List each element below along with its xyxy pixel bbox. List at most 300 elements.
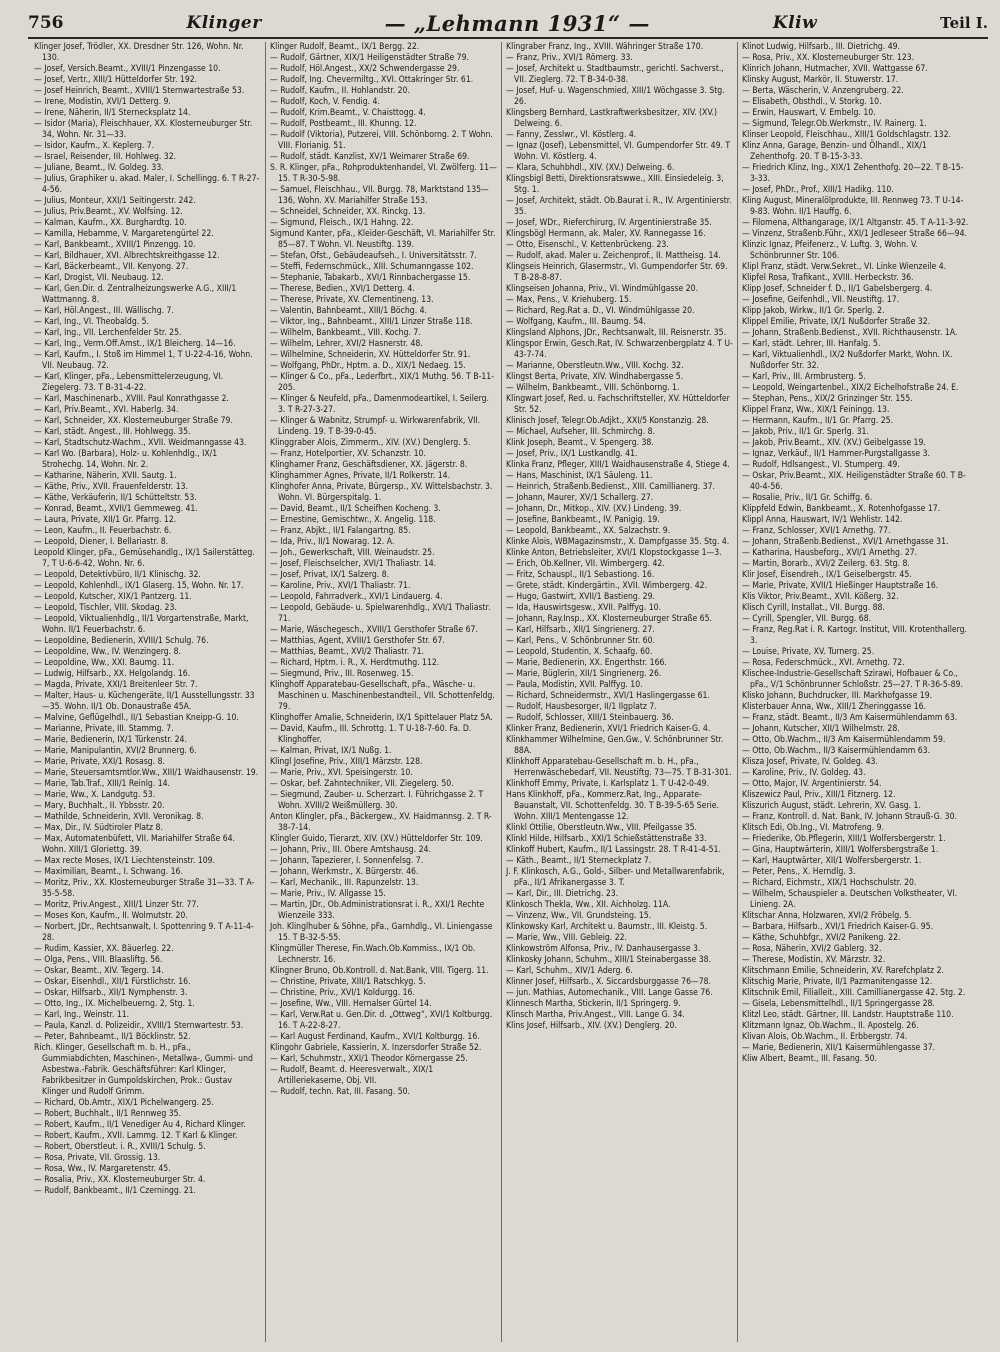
directory-entry: — Oskar, bef. Zahntechniker, VII. Ziegelerg. 50. xyxy=(270,779,454,789)
directory-entry: — Johann, Straßenb.Bedienst., XVII. Richthausenstr. 1A. xyxy=(742,328,958,338)
directory-entry: Rich. Klinger, Gesellschaft m. b. H., pFa., Gummiabdichten, Maschinen-, Metallwa-, Gummi- und Asbestwa.-Fabrik. Geschäftsführer: Karl Klinger, Fabrikbesitzer in Gumpoldskirchen, Prok.: Gustav Klinger und Rudolf Grimm. xyxy=(34,1043,253,1097)
directory-entry: — Mathilde, Schneiderin, XVII. Veronikag. 8. xyxy=(34,812,204,822)
directory-entry: — Johann, Tapezierer, I. Sonnenfelsg. 7. xyxy=(270,856,424,866)
directory-entry: — Klara, Schuhbhdl., XIV. (XV.) Delweing. 6. xyxy=(506,163,675,173)
directory-entry: — Kalman, Privat, IX/1 Nußg. 1. xyxy=(270,746,392,756)
directory-entry: — Marie, Manipulantin, XVI/2 Brunnerg. 6. xyxy=(34,746,197,756)
directory-entry: — Franz, Abjkt., II/1 Falangartng. 85. xyxy=(270,526,411,536)
directory-entry: — Josef, WDr., Rieferchirurg, IV. Argentinierstraße 35. xyxy=(506,218,712,228)
directory-entry: — Josefine, Ww., VIII. Hernalser Gürtel 14. xyxy=(270,999,432,1009)
directory-entry: — Richard, Hptm. i. R., X. Herdtmuthg. 112. xyxy=(270,658,440,668)
directory-entry: — Marie, Bedienerin, IX/1 Türkenstr. 24. xyxy=(34,735,187,745)
directory-entry: — Berta, Wäscherin, V. Anzengruberg. 22. xyxy=(742,86,904,96)
directory-entry: Klinkl Ottilie, Oberstleutn.Ww., VIII. Pfeilgasse 35. xyxy=(506,823,698,833)
directory-entry: — Rudolf, Bankbeamt., II/1 Czerningg. 21. xyxy=(34,1186,196,1196)
directory-entry: — Rudolf, Gärtner, XIX/1 Heiligenstädter Straße 79. xyxy=(270,53,469,63)
directory-entry: — Karl, Viktualienhdl., IX/2 Nußdorfer Markt, Wohn. IX. Nußdorfer Str. 32. xyxy=(742,350,953,371)
directory-entry: — Rudolf, techn. Rat, III. Fasang. 50. xyxy=(270,1087,411,1097)
directory-entry: — Wilhelm, Lehrer, XVI/2 Hasnerstr. 48. xyxy=(270,339,423,349)
directory-entry: — Leopold, Bankbeamt., XX. Salzachstr. 9. xyxy=(506,526,671,536)
directory-entry: — Hans, Maschinist, IX/1 Säuleng. 11. xyxy=(506,471,653,481)
directory-entry: — Leopold, Studentin, X. Schaafg. 60. xyxy=(506,647,653,657)
directory-entry: — Wolfgang, PhDr., Hptm. a. D., XIX/1 Nedaeg. 15. xyxy=(270,361,466,371)
directory-entry: — Filomena, Althangarage, IX/1 Altganstr. 45. T A-11-3-92. xyxy=(742,218,969,228)
directory-entry: — Julius, Monteur, XXI/1 Seitingerstr. 242. xyxy=(34,196,196,206)
directory-entry: Klingseisen Johanna, Priv., VI. Windmühlgasse 20. xyxy=(506,284,699,294)
directory-entry: Klippel Franz, Ww., XIX/1 Feiningg. 13. xyxy=(742,405,890,415)
directory-entry: — Max, Dir., IV. Südtiroler Platz 8. xyxy=(34,823,163,833)
directory-entry: — Marie, Büglerin, XII/1 Singrienerg. 26. xyxy=(506,669,662,679)
directory-entry: — Josef, Architekt u. Stadtbaumstr., gerichtl. Sachverst., VII. Zieglerg. 72. T B-34-0-38. xyxy=(506,64,724,85)
directory-entry: Klir Josef, Eisendreh., IX/1 Geiselbergstr. 45. xyxy=(742,570,912,580)
directory-entry: — jun. Mathias, Automechanik., VIII. Lange Gasse 76. xyxy=(506,988,713,998)
directory-entry: — Vinzenz, Straßenb.Führ., XXI/1 Jedleseer Straße 66—94. xyxy=(742,229,967,239)
directory-entry: — Stephanie, Tabakarb., XVI/1 Rinnbachergasse 15. xyxy=(270,273,471,283)
directory-entry: — Käthe, Schuhbfgr., XVI/2 Panikeng. 22. xyxy=(742,933,901,943)
column-4 xyxy=(738,42,974,1342)
directory-entry: — Rudolf, Schlosser, XIII/1 Steinbauerg. 36. xyxy=(506,713,674,723)
directory-entry: — Karl, Pens., V. Schönbrunner Str. 60. xyxy=(506,636,655,646)
directory-entry: — Leopold, Diener, I. Bellariastr. 8. xyxy=(34,537,169,547)
directory-entry: — Heinrich, Straßenb.Bedienst., XIII. Camillianerg. 37. xyxy=(506,482,715,492)
directory-entry: — Josef, Vertr., XIII/1 Hütteldorfer Str. 192. xyxy=(34,75,198,85)
directory-entry: — Ernestine, Gemischtwr., X. Angelig. 118. xyxy=(270,515,436,525)
directory-entry: — Leopold, Fahrradverk., XVI/1 Lindauerg. 4. xyxy=(270,592,443,602)
directory-entry: — Rosalia, Priv., XX. Klosterneuburger Str. 4. xyxy=(34,1175,206,1185)
directory-entry: — Johann, Kutscher, XII/1 Wilhelmstr. 28. xyxy=(742,724,900,734)
directory-entry: — Karl, Ing., VI. Theobaldg. 5. xyxy=(34,317,150,327)
directory-entry: — Marie, Private, XVII/1 Hießinger Hauptstraße 16. xyxy=(742,581,939,591)
directory-entry: — Otto, Ob.Wachm., II/3 Am Kaisermühlendamm 59. xyxy=(742,735,946,745)
directory-entry: — Karl, Dir., III. Dietrichg. 23. xyxy=(506,889,619,899)
directory-entry: Klinghammer Agnes, Private, II/1 Rolkerstr. 14. xyxy=(270,471,451,481)
directory-entry: — Gisela, Lebensmittelhdl., II/1 Springergasse 28. xyxy=(742,999,935,1009)
directory-entry: Klinisch Josef, Telegr.Ob.Adjkt., XXI/5 Konstanzig. 28. xyxy=(506,416,709,426)
directory-entry: — Josef, Versich.Beamt., XVIII/1 Pinzengasse 10. xyxy=(34,64,221,74)
directory-entry: — Otto, Ing., IX. Michelbeuerng. 2, Stg. 1. xyxy=(34,999,195,1009)
page-header xyxy=(28,10,988,36)
directory-entry: — Marie, Ww., VIII. Gebleig. 22. xyxy=(506,933,627,943)
page-title: — „Lehmann 1931“ — xyxy=(384,10,650,36)
directory-entry: — Käthe, Verkäuferin, II/1 Schütteltstr. 53. xyxy=(34,493,197,503)
directory-entry: — Max, Automatenbüfett, VII. Mariahilfer Straße 64. Wohn. XIII/1 Gloriettg. 39. xyxy=(34,834,236,855)
directory-entry: Klinkhoff Emmy, Private, I. Karlsplatz 1. T U-42-0-49. xyxy=(506,779,710,789)
directory-entry: Klinkhammer Wilhelmine, Gen.Gw., V. Schönbrunner Str. 88A. xyxy=(506,735,724,756)
directory-entry: — Ignaz, Verkäuf., II/1 Hammer-Purgstallgasse 3. xyxy=(742,449,931,459)
directory-entry: — Karl, Ing., Verm.Off.Amst., IX/1 Bleicherg. 14—16. xyxy=(34,339,236,349)
directory-entry: — Karl, Klinger, pFa., Lebensmittelerzeugung, VI. Ziegelerg. 73. T B-31-4-22. xyxy=(34,372,224,393)
directory-entry: — Therese, Bedien., XVI/1 Detterg. 4. xyxy=(270,284,415,294)
directory-entry: Kliszewicz Paul, Priv., XIII/1 Fitznerg. 12. xyxy=(742,790,896,800)
directory-entry: — Ludwig, Hilfsarb., XX. Helgolandg. 16. xyxy=(34,669,191,679)
directory-entry: Klinkoff Hubert, Kaufm., II/1 Lassingstr. 28. T R-41-4-51. xyxy=(506,845,721,855)
directory-entry: — Kamilla, Hebamme, V. Margaretengürtel 22. xyxy=(34,229,214,239)
directory-entry: Klinkowström Alfonsa, Priv., IV. Danhausergasse 3. xyxy=(506,944,701,954)
directory-entry: — Leopold, Detektivbüro, II/1 Klinischg. 32. xyxy=(34,570,201,580)
directory-entry: — Leopold, Kutscher, XIX/1 Pantzerg. 11. xyxy=(34,592,192,602)
directory-entry: — Fritz, Schauspl., II/1 Sebastiong. 16. xyxy=(506,570,655,580)
directory-entry: — Katharina, Hausbeforg., XVI/1 Arnethg. 27. xyxy=(742,548,918,558)
directory-entry: — Ida, Priv., II/1 Nowarag. 12. A. xyxy=(270,537,395,547)
directory-entry: — Richard, Eichmstr., XIX/1 Hochschulstr. 20. xyxy=(742,878,917,888)
directory-entry: — Barbara, Hilfsarb., XVI/1 Friedrich Kaiser-G. 95. xyxy=(742,922,934,932)
column-3 xyxy=(502,42,738,1342)
directory-entry: — Malter, Haus- u. Küchengeräte, II/1 Ausstellungsstr. 33—35. Wohn. II/1 Ob. Donaustraße 45A. xyxy=(34,691,255,712)
directory-entry: — Marie, Priv., XVI. Speisingerstr. 10. xyxy=(270,768,413,778)
directory-entry: — Sigmund, Telegr.Ob.Werkmstr., IV. Rainerg. 1. xyxy=(742,119,927,129)
directory-entry: — Karl, Hilfsarb., XII/1 Singrienerg. 27. xyxy=(506,625,655,635)
directory-entry: — Maximilian, Beamt., I. Schwang. 16. xyxy=(34,867,183,877)
directory-entry: — Otto, Major, IV. Argentinierstr. 54. xyxy=(742,779,882,789)
directory-entry: — Rosa, Näherin, XVI/2 Gablerg. 32. xyxy=(742,944,882,954)
directory-entry: — Käth., Beamt., II/1 Sterneckplatz 7. xyxy=(506,856,652,866)
header-right-word: Kliw xyxy=(772,13,818,33)
directory-entry: — Leopoldine, Ww., XXI. Baumg. 11. xyxy=(34,658,175,668)
directory-entry: Klink Joseph, Beamt., V. Spengerg. 38. xyxy=(506,438,654,448)
directory-entry: — Karl, Bildhauer, XVI. Albrechtskreithgasse 12. xyxy=(34,251,220,261)
directory-entry: — Peter, Pens., X. Herndlg. 3. xyxy=(742,867,856,877)
directory-entry: — Christine, Priv., XVI/1 Koldurgg. 16. xyxy=(270,988,415,998)
directory-entry: Klingraber Franz, Ing., XVIII. Währinger Straße 170. xyxy=(506,42,704,52)
directory-entry: — Franz, Priv., XVI/1 Römerg. 33. xyxy=(506,53,633,63)
directory-entry: — Franz, Hotelportier, XV. Schanzstr. 10. xyxy=(270,449,426,459)
directory-entry: — Rudolf, städt. Kanzlist, XV/1 Weimarer Straße 69. xyxy=(270,152,470,162)
directory-entry: — Juliane, Beamt., IV. Goldeg. 33. xyxy=(34,163,164,173)
directory-entry: Sigmund Kanter, pFa., Kleider-Geschäft, VI. Mariahilfer Str. 85—87. T Wohn. VI. Neustiftg. 139. xyxy=(270,229,496,250)
directory-entry: Joh. Klinglhuber & Söhne, pFa., Garnhdlg., VI. Liniengasse 15. T B-32-5-55. xyxy=(270,922,493,943)
directory-entry: — Rudolf, Kaufm., II. Hohlandstr. 20. xyxy=(270,86,410,96)
directory-entry: — Wilhelm, Bankbeamt., VIII. Schönborng. 1. xyxy=(506,383,680,393)
column-2 xyxy=(266,42,502,1342)
directory-entry: — Robert, Oberstleut. i. R., XVIII/1 Schulg. 5. xyxy=(34,1142,206,1152)
directory-entry: Klinghoff Apparatebau-Gesellschaft, pFa., Wäsche- u. Maschinen u. Maschinenbestandteil., VII. Schottenfeldg. 79. xyxy=(270,680,495,712)
directory-entry: Klinnesch Martha, Stickerin, II/1 Springerg. 9. xyxy=(506,999,681,1009)
directory-entry: — Erwin, Hauswart, V. Embelg. 10. xyxy=(742,108,876,118)
directory-entry: — Matthias, Beamt., XVI/2 Thaliastr. 71. xyxy=(270,647,424,657)
page-number: 756 xyxy=(28,13,64,33)
directory-entry: — Karl, Mechanik., III. Rapunzelstr. 13. xyxy=(270,878,419,888)
directory-entry: — Rudolf, Hdlsangest., VI. Stumperg. 49. xyxy=(742,460,900,470)
directory-entry: — Rudolf, Beamt. d. Heeresverwalt., XIX/1 Artilleriekaserne, Obj. VII. xyxy=(270,1065,434,1086)
directory-entry: — Wilhelm, Schauspieler a. Deutschen Volkstheater, VI. Linieng. 2A. xyxy=(742,889,958,910)
directory-entry: Klingst Berta, Private, XIV. Windhabergasse 5. xyxy=(506,372,684,382)
directory-entry: Klipp Josef, Schneider f. D., II/1 Gabelsbergerg. 4. xyxy=(742,284,933,294)
directory-entry: Klinsch Martha, Priv.Angest., VIII. Lange G. 34. xyxy=(506,1010,685,1020)
directory-entry: Klitsch Edi, Ob.Ing., VI. Matrofeng. 9. xyxy=(742,823,884,833)
directory-entry: Klins Josef, Hilfsarb., XIV. (XV.) Denglerg. 20. xyxy=(506,1021,677,1031)
directory-entry: — Karl, Ing., VII. Lerchenfelder Str. 25. xyxy=(34,328,182,338)
directory-entry: — Johann, Dr., Mitkop., XIV. (XV.) Lindeng. 39. xyxy=(506,504,682,514)
directory-entry: — Leopold, Kohlenhdl., IX/1 Glaserg. 15, Wohn. Nr. 17. xyxy=(34,581,244,591)
directory-entry: — Konrad, Beamt., XVII/1 Gemmeweg. 41. xyxy=(34,504,198,514)
directory-entry: — Josef, Privat, IX/1 Salzerg. 8. xyxy=(270,570,390,580)
directory-entry: — Julius, Priv.Beamt., XV. Wolfsing. 12. xyxy=(34,207,183,217)
directory-entry: Klinghamer Franz, Geschäftsdiener, XX. Jägerstr. 8. xyxy=(270,460,468,470)
directory-entry: — Marie, Priv., IV. Allgasse 15. xyxy=(270,889,386,899)
directory-entry: — Richard, Ob.Amtr., XIX/1 Pichelwangerg. 25. xyxy=(34,1098,214,1108)
directory-entry: — Franz, städt. Beamt., II/3 Am Kaisermühlendamm 63. xyxy=(742,713,958,723)
directory-entry: Klinke Anton, Betriebsleiter, XVI/1 Klopstockgasse 1—3. xyxy=(506,548,722,558)
directory-entry: Kling August, Mineralölprodukte, III. Rennweg 73. T U-14-9-83. Wohn. II/1 Hauffg. 6. xyxy=(742,196,964,217)
directory-entry: Klinkosch Thekla, Ww., XII. Aichholzg. 11A. xyxy=(506,900,671,910)
directory-entry: — Moritz, Priv., XX. Klosterneuburger Straße 31—33. T A-35-5-58. xyxy=(34,878,255,899)
directory-entry: — Isidor, Kaufm., X. Keplerg. 7. xyxy=(34,141,155,151)
directory-entry: — Moritz, Priv.Angest., XIII/1 Linzer Str. 77. xyxy=(34,900,199,910)
directory-entry: Klinner Josef, Hilfsarb., X. Siccardsburggasse 76—78. xyxy=(506,977,712,987)
directory-entry: Klinser Leopold, Fleischhau., XIII/1 Goldschlagstr. 132. xyxy=(742,130,951,140)
directory-entry: Klinkowsky Karl, Architekt u. Baumstr., III. Kleistg. 5. xyxy=(506,922,708,932)
directory-entry: Klipp Jakob, Wirkw., II/1 Gr. Sperlg. 2. xyxy=(742,306,885,316)
directory-entry: — Leopoldine, Ww., IV. Wenzingerg. 8. xyxy=(34,647,181,657)
directory-entry: Klitzl Leo, städt. Gärtner, III. Landstr. Hauptstraße 110. xyxy=(742,1010,954,1020)
directory-entry: — Rudolf, Ing. Chevermiltg., XVI. Ottakringer Str. 61. xyxy=(270,75,474,85)
directory-entry: — Rosa, Ww., IV. Margaretenstr. 45. xyxy=(34,1164,171,1174)
directory-entry: — Karl, Verw.Rat u. Gen.Dir. d. „Ottweg“, XVI/1 Koltburgg. 16. T A-22-8-27. xyxy=(270,1010,493,1031)
directory-entry: Klingohr Gabriele, Kassierin, X. Inzersdorfer Straße 52. xyxy=(270,1043,482,1053)
directory-entry: — Friedrich Klinz, Ing., XIX/1 Zehenthofg. 20—22. T B-15-3-33. xyxy=(742,163,964,184)
directory-entry: — Karl, Bankbeamt., XVIII/1 Pinzengg. 10. xyxy=(34,240,196,250)
directory-entry: — Gina, Hauptwärterin, XIII/1 Wolfersbergstraße 1. xyxy=(742,845,939,855)
directory-entry: — Josef, Huf- u. Wagenschmied, XIII/1 Wöchgasse 3. Stg. 26. xyxy=(506,86,725,107)
directory-entry: — Jakob, Priv.Beamt., XIV. (XV.) Geibelgasse 19. xyxy=(742,438,926,448)
directory-entry: — Schneidel, Schneider, XX. Rinckg. 13. xyxy=(270,207,426,217)
directory-entry: Klinkhoff Apparatebau-Gesellschaft m. b. H., pFa., Herrenwäschebedarf, VII. Neustiftg. 73—75. T B-31-301. xyxy=(506,757,732,778)
directory-entry: — Louise, Private, XV. Turnerg. 25. xyxy=(742,647,875,657)
directory-entry: — Leopold, Tischler, VIII. Skodag. 23. xyxy=(34,603,177,613)
directory-entry: — Johann, Straßenb.Bedienst., XVI/1 Arnethgasse 31. xyxy=(742,537,949,547)
directory-entry: — Josef, Architekt, städt. Ob.Baurat i. R., IV. Argentinierstr. 35. xyxy=(506,196,732,217)
directory-entry: — Johann, Ray.Insp., XX. Klosterneuburger Straße 65. xyxy=(506,614,712,624)
directory-entry: Klinke Alois, WBMagazinsmstr., X. Dampfgasse 35. Stg. 4. xyxy=(506,537,730,547)
directory-entry: Klingner Bruno, Ob.Kontroll. d. Nat.Bank, VIII. Tigerg. 11. xyxy=(270,966,489,976)
directory-entry: — Robert, Buchhalt., II/1 Rennweg 35. xyxy=(34,1109,182,1119)
directory-entry: Klitschmann Emilie, Schneiderin, XV. Rarefchplatz 2. xyxy=(742,966,944,976)
directory-entry: — David, Beamt., II/1 Scheifhen Kocheng. 3. xyxy=(270,504,441,514)
directory-entry: — Richard, Reg.Rat a. D., VI. Windmühlgasse 20. xyxy=(506,306,695,316)
directory-entry: Klinghofer Anna, Private, Bürgersp., XV. Wittelsbachstr. 3. Wohn. VI. Bürgerspitalg. 1. xyxy=(270,482,493,503)
directory-entry: Klinker Franz, Bedienerin, XVI/1 Friedrich Kaiser-G. 4. xyxy=(506,724,711,734)
directory-entry: — Josefine, Bankbeamt., IV. Panigig. 19. xyxy=(506,515,660,525)
directory-entry: — Max, Pens., V. Kriehuberg. 15. xyxy=(506,295,632,305)
directory-entry: — Malvine, Geflügelhdl., II/1 Sebastian Kneipp-G. 10. xyxy=(34,713,239,723)
directory-entry: — Karl, Maschinenarb., XVIII. Paul Konrathgasse 2. xyxy=(34,394,229,404)
directory-entry: — Martin, JDr., Ob.Administrationsrat i. R., XXI/1 Rechte Wienzeile 333. xyxy=(270,900,485,921)
directory-entry: — Mary, Buchhalt., II. Ybbsstr. 20. xyxy=(34,801,165,811)
directory-entry: — Käthe, Priv., XVII. Frauenfelderstr. 13. xyxy=(34,482,189,492)
directory-entry: — Rudolf, Höl.Angest., XX/2 Schwendergasse 29. xyxy=(270,64,460,74)
directory-entry: — Leopold, Weingartenbel., XIX/2 Eichelhofstraße 24. E. xyxy=(742,383,959,393)
directory-entry: Klipl Franz, städt. Verw.Sekret., VI. Linke Wienzeile 4. xyxy=(742,262,947,272)
directory-entry: — Siegmund, Zauber- u. Scherzart. I. Führichgasse 2. T Wohn. XVIII/2 Weißmüllerg. 30. xyxy=(270,790,484,811)
directory-entry: Klisko Johann, Buchdrucker, III. Markhofgasse 19. xyxy=(742,691,933,701)
directory-entry: J. F. Klinkosch, A.G., Gold-, Silber- und Metallwarenfabrik, pFa., II/1 Afrikanergasse 3. T. xyxy=(506,867,725,888)
directory-entry: — Franz, Reg.Rat i. R. Kartogr. Institut, VIII. Krotenthallerg. 3. xyxy=(742,625,968,646)
directory-entry: — Karl, Schneider, XX. Klosterneuburger Straße 79. xyxy=(34,416,233,426)
directory-entry: — Karl, Drogist, VII. Neubaug. 12. xyxy=(34,273,164,283)
directory-entry: — Leopold, Viktualienhdlg., II/1 Vorgartenstraße, Markt, Wohn. II/1 Feuerbachstr. 6. xyxy=(34,614,249,635)
directory-entry: — Rudolf (Viktoria), Putzerei, VIII. Schönborng. 2. T Wohn. VIII. Florianig. 51. xyxy=(270,130,493,151)
directory-entry: — Rudim, Kassier, XX. Bäuerleg. 22. xyxy=(34,944,174,954)
directory-entry: — Rudolf, Koch, V. Fendig. 4. xyxy=(270,97,380,107)
directory-entry: Klingsland Alphons, JDr., Rechtsanwalt, III. Reisnerstr. 35. xyxy=(506,328,727,338)
directory-entry: — David, Kaufm., III. Schrottg. 1. T U-18-7-60. Fa. D. Klinghoffer. xyxy=(270,724,472,745)
directory-entry: Klinger Josef, Trödler, XX. Dresdner Str. 126, Wohn. Nr. 130. xyxy=(34,42,244,63)
directory-entry: — Laura, Private, XII/1 Gr. Pfarrg. 12. xyxy=(34,515,177,525)
directory-entry: — Hermann, Kaufm., II/1 Gr. Pfarrg. 25. xyxy=(742,416,894,426)
directory-entry: Klisterbauer Anna, Ww., XIII/1 Zheringgasse 16. xyxy=(742,702,926,712)
directory-entry: — Irene, Näherin, II/1 Sternecksplatz 14. xyxy=(34,108,191,118)
directory-entry: — Richard, Schneidermstr., XVI/1 Haslingergasse 61. xyxy=(506,691,710,701)
directory-entry: — Franz, Kontroll. d. Nat. Bank, IV. Johann Strauß-G. 30. xyxy=(742,812,957,822)
directory-entry: Klinka Franz, Pfleger, XIII/1 Waidhausenstraße 4, Stiege 4. xyxy=(506,460,730,470)
directory-entry: Klivan Alois, Ob.Wachm., II. Erbbergstr. 74. xyxy=(742,1032,908,1042)
directory-entry: — Leopoldine, Bedienerin, XVIII/1 Schulg. 76. xyxy=(34,636,209,646)
directory-entry: — Erich, Ob.Kellner, VII. Wimbergerg. 42. xyxy=(506,559,665,569)
directory-entry: — Karl, Ing., Weinstr. 11. xyxy=(34,1010,130,1020)
directory-entry: — Marianne, Private, III. Stammg. 7. xyxy=(34,724,174,734)
header-rule xyxy=(28,37,988,39)
directory-entry: — Wilhelmine, Schneiderin, XV. Hütteldorfer Str. 91. xyxy=(270,350,471,360)
directory-entry: — Marianne, Oberstleutn.Ww., VIII. Kochg. 32. xyxy=(506,361,684,371)
directory-entry: Klinsky August, Markör, II. Stuwerstr. 17. xyxy=(742,75,899,85)
directory-entry: — Ignaz (Josef), Lebensmittel, VI. Gumpendorfer Str. 49. T Wohn. VI. Köstlerg. 4. xyxy=(506,141,731,162)
directory-entry: — Rudolf, Postbeamt., III. Khunng. 12. xyxy=(270,119,417,129)
directory-entry: — Klinger & Co., pFa., Lederfbrt., XIX/1 Muthg. 56. T B-11-205. xyxy=(270,372,495,393)
directory-entry: — Vinzenz, Ww., VII. Grundsteing. 15. xyxy=(506,911,652,921)
directory-entry: — Martin, Borarb., XVI/2 Zeilerg. 63. Stg. 8. xyxy=(742,559,910,569)
directory-entry: — Paula, Modistin, XVII. Palffyg. 10. xyxy=(506,680,643,690)
directory-entry: — Robert, Kaufm., II/1 Venediger Au 4, Richard Klinger. xyxy=(34,1120,246,1130)
directory-entry: — Magda, Private, XXI/1 Breitenleer Str. 7. xyxy=(34,680,198,690)
directory-entry: — Wilhelm, Bankbeamt., VIII. Kochg. 7. xyxy=(270,328,421,338)
directory-entry: Klippfeld Edwin, Bankbeamt., X. Rotenhofgasse 17. xyxy=(742,504,941,514)
directory-entry: — Karl Wo. (Barbara), Holz- u. Kohlenhdlg., IX/1 Strohechg. 14, Wohn. Nr. 2. xyxy=(34,449,218,470)
directory-entry: — Rosalie, Priv., II/1 Gr. Schiffg. 6. xyxy=(742,493,873,503)
directory-entry: — Joh., Gewerkschaft, VIII. Weinaudstr. 25. xyxy=(270,548,435,558)
directory-entry: — Therese, Private, XV. Clementineng. 13. xyxy=(270,295,434,305)
directory-entry: — Karoline, Priv., IV. Goldeg. 43. xyxy=(742,768,866,778)
directory-entry: — Oskar, Priv.Beamt., XIX. Heiligenstädter Straße 60. T B-40-4-56. xyxy=(742,471,966,492)
directory-entry: Klipfel Rosa, Trafikant., XVIII. Herbeckstr. 36. xyxy=(742,273,914,283)
directory-entry: Klinger Rudolf, Beamt., IX/1 Bergg. 22. xyxy=(270,42,420,52)
directory-entry: Klitschnik Emil, Filialleit., XIII. Camillianergasse 42. Stg. 2. xyxy=(742,988,966,998)
directory-entry: Klingseis Heinrich, Glasermstr., VI. Gumpendorfer Str. 69. T B-28-8-87. xyxy=(506,262,728,283)
directory-entry: — Karl, städt. Lehrer, III. Hanfalg. 5. xyxy=(742,339,881,349)
directory-entry: Klinz Anna, Garage, Benzin- und Ölhandl., XIX/1 Zehenthofg. 20. T B-15-3-33. xyxy=(742,141,927,162)
directory-entry: — Franz, Schlosser, XVI/1 Arnethg. 77. xyxy=(742,526,891,536)
directory-entry: Klippel Emilie, Private, IX/1 Nußdorfer Straße 32. xyxy=(742,317,931,327)
directory-entry: — Wolfgang, Kaufm., III. Baumg. 54. xyxy=(506,317,646,327)
directory-entry: — Friederike, Ob.Pflegerin, XIII/1 Wolfersbergerstr. 1. xyxy=(742,834,946,844)
directory-entry: — Karoline, Priv., XVI/1 Thaliastr. 71. xyxy=(270,581,411,591)
directory-entry: — Leopold, Gebäude- u. Spielwarenhdlg., XVI/1 Thaliastr. 71. xyxy=(270,603,491,624)
directory-entry: — Leon, Kaufm., II. Feuerbachstr. 6. xyxy=(34,526,172,536)
header-left-word: Klinger xyxy=(186,13,262,33)
columns xyxy=(30,42,990,1342)
directory-entry: — Paula, Kanzl. d. Polizeidir., XVIII/1 Sternwartestr. 53. xyxy=(34,1021,244,1031)
directory-entry: — Rudolf, akad. Maler u. Zeichenprof., II. Mattheisg. 14. xyxy=(506,251,721,261)
directory-entry: — Karl, Bäckerbeamt., VII. Kenyong. 27. xyxy=(34,262,189,272)
directory-entry: Klingwart Josef, Red. u. Fachschriftsteller, XV. Hütteldorfer Str. 52. xyxy=(506,394,730,415)
directory-entry: — Rosa, Federschmück., XVI. Arnethg. 72. xyxy=(742,658,905,668)
directory-entry: — Klinger & Neufeld, pFa., Damenmodeartikel, I. Seilerg. 3. T R-27-3-27. xyxy=(270,394,489,415)
directory-entry: — Ida, Hauswirtsgesw., XVII. Palffyg. 10. xyxy=(506,603,662,613)
directory-entry: — Karl, Stadtschutz-Wachm., XVII. Weidmanngasse 43. xyxy=(34,438,247,448)
directory-entry: — Oskar, Hilfsarb., XII/1 Nymphenstr. 3. xyxy=(34,988,188,998)
directory-entry: — Christine, Private, XIII/1 Ratschkyg. 5. xyxy=(270,977,426,987)
directory-entry: Klisza Josef, Private, IV. Goldeg. 43. xyxy=(742,757,878,767)
directory-entry: — Elisabeth, Obsthdl., V. Storkg. 10. xyxy=(742,97,882,107)
directory-entry: — Josef, PhDr., Prof., XIII/1 Hadikg. 110. xyxy=(742,185,894,195)
directory-entry: — Josef, Priv., IX/1 Lustkandlg. 41. xyxy=(506,449,638,459)
directory-entry: — Samuel, Fleischhau., VII. Burgg. 78, Marktstand 135—136, Wohn. XV. Mariahilfer Straße 153. xyxy=(270,185,489,206)
directory-entry: Klinggraber Alois, Zimmerm., XIV. (XV.) Denglerg. 5. xyxy=(270,438,471,448)
directory-entry: Klinghoffer Amalie, Schneiderin, IX/1 Spittelauer Platz 5A. xyxy=(270,713,493,723)
directory-entry: — Marie, Ww., X. Landgutg. 53. xyxy=(34,790,156,800)
directory-entry: — Stefan, Ofst., Gebäudeaufseh., I. Universitätsstr. 7. xyxy=(270,251,477,261)
directory-entry: — Moses Kon, Kaufm., II. Wolmutstr. 20. xyxy=(34,911,188,921)
directory-entry: Klingsbögl Hermann, ak. Maler, XV. Rannegasse 16. xyxy=(506,229,706,239)
directory-entry: — Grete, städt. Kindergärtin., XVII. Wimbergerg. 42. xyxy=(506,581,708,591)
directory-entry: — Valentin, Bahnbeamt., XIII/1 Böchg. 4. xyxy=(270,306,428,316)
directory-entry: — Hugo, Gastwirt, XVII/1 Bastieng. 29. xyxy=(506,592,655,602)
directory-entry: Klingsberg Bernhard, Lastkraftwerksbesitzer, XIV. (XV.) Delweing. 6. xyxy=(506,108,717,129)
directory-entry: — Viktor, Ing., Bahnbeamt., XIII/1 Linzer Straße 118. xyxy=(270,317,473,327)
directory-entry: — Karl, Priv., III. Armbrusterg. 5. xyxy=(742,372,866,382)
directory-entry: — Josef, Fleischselcher, XVI/1 Thaliastr. 14. xyxy=(270,559,437,569)
directory-entry: — Max recte Moses, IX/1 Liechtensteinstr. 109. xyxy=(34,856,216,866)
directory-entry: — Johann, Werkmstr., X. Bürgerstr. 46. xyxy=(270,867,419,877)
directory-entry: Klitschar Anna, Holzwaren, XVI/2 Fröbelg. 5. xyxy=(742,911,912,921)
directory-entry: — Steffi, Federnschmück., XIII. Schumanngasse 102. xyxy=(270,262,474,272)
directory-entry: — Marie, Bedienerin, XX. Engerthstr. 166. xyxy=(506,658,667,668)
directory-entry: — Karl, Schuhmstr., XXI/1 Theodor Körnergasse 25. xyxy=(270,1054,468,1064)
directory-entry: — Katharine, Näherin, XVII. Sautg. 1. xyxy=(34,471,177,481)
directory-entry: — Olga, Pens., VIII. Blaasliftg. 56. xyxy=(34,955,163,965)
directory-entry: — Julius, Graphiker u. akad. Maler, I. Schellingg. 6. T R-27-4-56. xyxy=(34,174,260,195)
directory-entry: — Isidor (Maria), Fleischhauer, XX. Klosterneuburger Str. 34, Wohn. Nr. 31—33. xyxy=(34,119,253,140)
directory-entry: — Matthias, Agent, XVIII/1 Gersthofer Str. 67. xyxy=(270,636,445,646)
directory-entry: — Cyrill, Spengler, VII. Burgg. 68. xyxy=(742,614,872,624)
directory-entry: — Karl, Gen.Dir. d. Zentralheizungswerke A.G., XIII/1 Wattmanng. 8. xyxy=(34,284,237,305)
directory-entry: — Fanny, Zesslwr., VI. Köstlerg. 4. xyxy=(506,130,637,140)
directory-entry: S. R. Klinger, pFa., Rohproduktenhandel, VI. Zwölferg. 11—15. T R-30-5-98. xyxy=(270,163,497,184)
directory-entry: — Josefine, Geifenhdl., VII. Neustiftg. 17. xyxy=(742,295,900,305)
column-1 xyxy=(30,42,266,1342)
directory-entry: Klingler Guido, Tierarzt, XIV. (XV.) Hütteldorfer Str. 109. xyxy=(270,834,483,844)
directory-entry: — Rudolf, Krim.Beamt., V. Chaisttogg. 4. xyxy=(270,108,426,118)
directory-entry: Anton Klingler, pFa., Bäckergew., XV. Haidmannsg. 2. T R-38-7-14. xyxy=(270,812,492,833)
directory-entry: — Irene, Modistin, XVI/1 Detterg. 9. xyxy=(34,97,171,107)
directory-entry: — Karl, Priv.Beamt., XVI. Haberlg. 34. xyxy=(34,405,179,415)
directory-entry: — Therese, Modistin, XV. Märzstr. 32. xyxy=(742,955,886,965)
part-label: Teil I. xyxy=(940,14,988,32)
directory-entry: — Sigmund, Fleisch., IX/1 Hahng. 22. xyxy=(270,218,414,228)
directory-entry: — Siegmund, Priv., III. Rosenweg. 15. xyxy=(270,669,414,679)
directory-entry: — Johann, Maurer, XV/1 Schallerg. 27. xyxy=(506,493,654,503)
directory-entry: — Marie, Bedienerin, XII/1 Kaisermühlengasse 37. xyxy=(742,1043,936,1053)
directory-entry: — Kalman, Kaufm., XX. Burghardtg. 10. xyxy=(34,218,187,228)
directory-entry: Klinkl Hilde, Hilfsarb., XXI/1 Schießstättenstraße 33. xyxy=(506,834,707,844)
directory-entry: — Josef Heinrich, Beamt., XVIII/1 Sternwartestraße 53. xyxy=(34,86,245,96)
directory-entry: — Karl, Hauptwärter, XII/1 Wolfersbergerstr. 1. xyxy=(742,856,922,866)
directory-entry: Klingl Josefine, Priv., XIII/1 Märzstr. 128. xyxy=(270,757,423,767)
directory-entry: — Karl, Höl.Angest., III. Wällischg. 7. xyxy=(34,306,174,316)
directory-entry: Klisch Cyrill, Installat., VII. Burgg. 88. xyxy=(742,603,885,613)
directory-entry: — Peter, Bahnbeamt., II/1 Böcklinstr. 52. xyxy=(34,1032,191,1042)
directory-entry: — Oskar, Eisenhdl., XII/1 Fürstlichstr. 16. xyxy=(34,977,191,987)
directory-entry: — Marie, Steuersamtsmtlor.Ww., XIII/1 Waidhausenstr. 19. xyxy=(34,768,259,778)
